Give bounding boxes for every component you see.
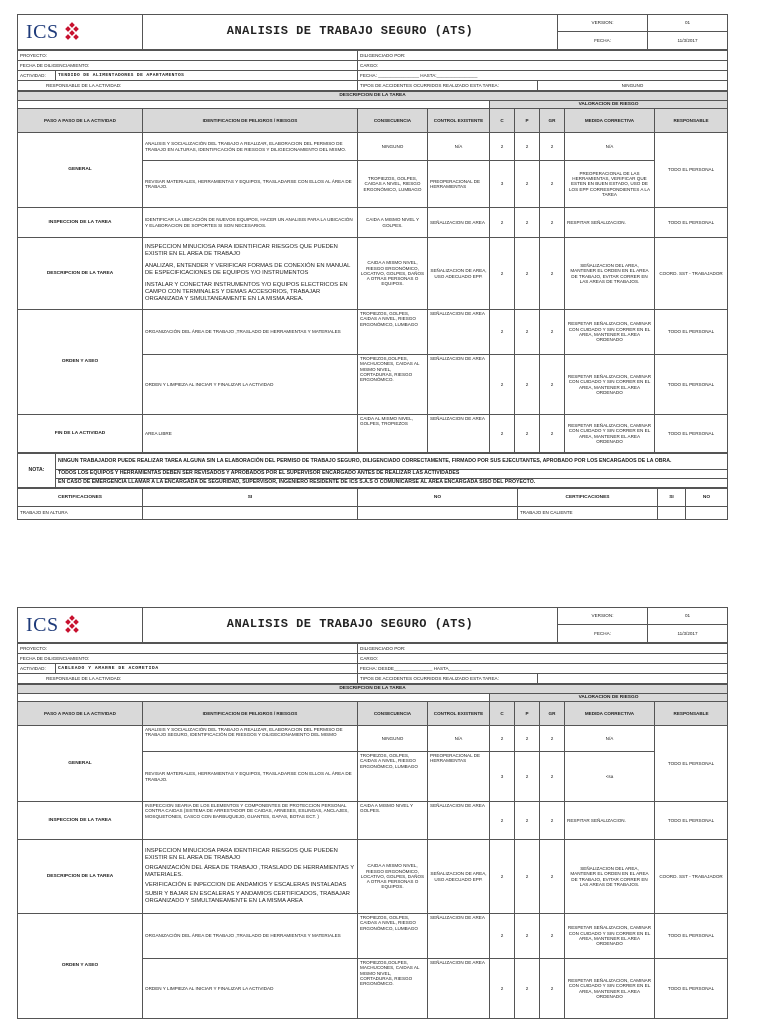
consequence-cell: TROPIEZOS, GOLPES, CAIDAS A NIVEL, RIESGO ERGONÓMICO, LUMBAGO (358, 752, 428, 802)
measure-cell: RESPITAR SEÑALIZACION. (565, 802, 655, 840)
p-cell: 2 (515, 959, 540, 1019)
ics-logo-diamond-icon (62, 615, 82, 635)
phase-inspeccion: INSPECCION DE LA TAREA (18, 208, 143, 238)
cert-altura-si[interactable] (143, 507, 358, 520)
ats-sheet-2 (17, 607, 727, 1019)
col-c: C (490, 109, 515, 133)
control-cell: SEÑALIZACION DE AREA (428, 802, 490, 840)
date-value: 11/3/2017 (648, 625, 728, 643)
cert-header-left: CERTIFICACIONES (18, 489, 143, 507)
consequence-cell: CAIDA A MISMO NIVEL Y GOLPES. (358, 802, 428, 840)
c-cell: 2 (490, 802, 515, 840)
gr-cell: 2 (540, 415, 565, 453)
col-c: C (490, 702, 515, 726)
p-cell: 2 (515, 726, 540, 752)
col-medida: MEDIDA CORRECTIVA (565, 109, 655, 133)
p-cell: 2 (515, 133, 540, 161)
date-label: FECHA: (558, 32, 648, 50)
cert-header-right: CERTIFICACIONES (518, 489, 658, 507)
valoracion-bar: VALORACION DE RIESGO (490, 100, 728, 109)
c-cell: 2 (490, 133, 515, 161)
control-cell: PREOPERACIONAL DE HERRAMIENTAS (428, 752, 490, 802)
phase-descripcion: DESCRIPCION DE LA TAREA (18, 840, 143, 914)
fecha-diligenciamiento-field[interactable]: FECHA DE DILIGENCIAMIENTO: (18, 654, 358, 664)
cargo-field[interactable]: CARGO: (358, 654, 728, 664)
version-value: 01 (648, 608, 728, 625)
hazard-line: INSPECCION MINUCIOSA PARA IDENTIFICAR RIESGOS QUE PUEDEN EXISTIR EN EL AREA DE TRABAJO (145, 244, 338, 258)
control-cell: SEÑALIZACION DE AREA (428, 310, 490, 355)
valoracion-bar: VALORACION DE RIESGO (490, 693, 728, 702)
proyecto-field[interactable]: PROYECTO: (18, 51, 358, 61)
actividad-label: ACTIVIDAD: (18, 664, 56, 674)
hazard-line: VERIFICACIÓN E INPECCION DE ANDAMIOS Y ESCALERAS INSTALADAS (145, 881, 347, 888)
col-control: CONTROL EXISTENTE (428, 702, 490, 726)
hazard-cell: ORDEN Y LIMPIEZA AL INICIAR Y FINALIZAR LA ACTIVIDAD (143, 959, 358, 1019)
tipos-accidentes-label: TIPOS DE ACCIDENTES OCURRIDOS REALIZADO ESTA TAREA: (358, 674, 538, 684)
col-identificacion: IDENTIFICACION DE PELIGROS / RIESGOS (143, 109, 358, 133)
c-cell: 2 (490, 914, 515, 959)
p-cell: 2 (515, 310, 540, 355)
c-cell: 2 (490, 208, 515, 238)
hazard-line: SUBIR Y BAJAR EN ESCALERAS Y ANDAMIOS CERTIFICADOS, TRABAJAR ORGANIZADO Y SIMULTANEAMENTE EN LA MISMA AREA (145, 891, 350, 905)
fecha-range-field[interactable]: FECHA: ________________ HASTA:________________ (358, 71, 728, 81)
gr-cell: 2 (540, 914, 565, 959)
control-cell: SEÑALIZACION DE AREA, USO ADECUADO EPP. (428, 840, 490, 914)
phase-fin: FIN DE LA ACTIVIDAD (18, 415, 143, 453)
ats-sheet-1 (17, 14, 727, 520)
table-row (18, 914, 728, 959)
hazard-cell: ORGANIZACIÓN DEL ÁREA DE TRABAJO ,TRASLADO DE HERRAMIENTAS Y MATERIALES (143, 914, 358, 959)
company-logo (20, 614, 140, 637)
c-cell: 2 (490, 840, 515, 914)
nota-line-1: NINGUN TRABAJADOR PUEDE REALIZAR TAREA ALGUNA SIN LA ELABORACIÓN DEL PERMISO DE TRABAJO SEGURO, DILIGENCIADO CORRECTAMENTE, FIRMADO POR SUS EJECUTANTES, APROBADO POR LOS ENCARGADOS DE LA OBRA. (56, 454, 728, 470)
hazard-cell: ANALISIS Y SOCIALIZACIÓN DEL TRABAJO A REALIZAR, ELABORACION DEL PERMISO DE TRABAJO SEGURO, IDENTIFICACIÓN DE RIESGOS Y DILIGECIONAMIENTO DEL MISMO (143, 726, 358, 752)
p-cell: 2 (515, 752, 540, 802)
hazard-cell: ORGANIZACIÓN DEL ÁREA DE TRABAJO ,TRASLADO DE HERRAMIENTAS Y MATERIALES (143, 310, 358, 355)
descripcion-bar: DESCRIPCION DE LA TAREA (18, 92, 728, 101)
cert-caliente-si[interactable] (658, 507, 686, 520)
col-medida: MEDIDA CORRECTIVA (565, 702, 655, 726)
control-cell: SEÑALIZACION DE AREA, USO ADECUADO EPP. (428, 238, 490, 310)
col-p: P (515, 702, 540, 726)
responsible-cell: TODO EL PERSONAL (655, 133, 728, 208)
control-cell: PREOPERACIONAL DE HERRAMIENTAS (428, 161, 490, 208)
measure-cell: RESPETAR SEÑALIZACION, CAMINAR CON CUIDADO Y SIN CORRER EN EL AREA, MANTENER EL AREA ORDENADO (565, 310, 655, 355)
table-row (18, 802, 728, 840)
col-responsable: RESPONSABLE (655, 702, 728, 726)
c-cell: 2 (490, 238, 515, 310)
logo-cell (18, 15, 143, 50)
ics-logo-diamond-icon (62, 22, 82, 42)
hazard-line: INSPECCION MINUCIOSA PARA IDENTIFICAR RIESGOS QUE PUEDEN EXISTIR EN EL AREA DE TRABAJO (145, 847, 338, 861)
document-title: ANALISIS DE TRABAJO SEGURO (ATS) (143, 15, 558, 50)
hazard-cell: REVISAR MATERIALES, HERRAMIENTAS Y EQUIPOS, TRASLADARSE CON ELLOS AL ÁREA DE TRABAJO. (143, 161, 358, 208)
measure-cell: PREOPERACIONAL DE LAS HERRAMIENTAS, VERIFICAR QUE ESTEN EN BUEN ESTADO, USO DE LOS EPP CORRESPONDIENTES A LA TAREA (565, 161, 655, 208)
c-cell: 2 (490, 959, 515, 1019)
responsable-field[interactable]: RESPONSABLE DE LA ACTIVIDAD: (18, 674, 358, 684)
sheet-header (17, 607, 728, 643)
responsable-field[interactable]: RESPONSABLE DE LA ACTIVIDAD: (18, 81, 358, 91)
measure-cell: <sa (565, 752, 655, 802)
gr-cell: 2 (540, 802, 565, 840)
control-cell: SEÑALIZACION DE AREA (428, 914, 490, 959)
actividad-value[interactable]: CABLEADO Y AMARRE DE ACOMETIDA (56, 664, 358, 674)
nota-label: NOTA: (18, 454, 56, 488)
measure-cell: SEÑALIZACION DEL AREA, MANTENER EL ORDEN EN EL AREA DE TRABAJO, EVITAR CORRER EN LAS AREAS DE TRABAJOS. (565, 840, 655, 914)
gr-cell: 2 (540, 752, 565, 802)
phase-descripcion: DESCRIPCION DE LA TAREA (18, 238, 143, 310)
info-block (17, 643, 728, 684)
hazard-cell: ANALISIS Y SOCIALIZACIÓN DEL TRABAJO A REALIZAR, ELABORACION DEL PERMISO DE TRABAJO EN ALTURAS, IDENTIFICACIÓN DE RIESGOS Y DILIGECIONAMIENTO DEL MISMO. (143, 133, 358, 161)
cert-altura-label: TRABAJO EN ALTURA (18, 507, 143, 520)
task-table (17, 684, 728, 1019)
hazard-cell (143, 840, 358, 914)
responsible-cell: TODO EL PERSONAL (655, 208, 728, 238)
col-identificacion: IDENTIFICACION DE PELIGROS / RIESGOS (143, 702, 358, 726)
p-cell: 2 (515, 914, 540, 959)
version-value: 01 (648, 15, 728, 32)
p-cell: 2 (515, 355, 540, 415)
column-header-row (18, 109, 728, 133)
version-label: VERSION: (558, 15, 648, 32)
cert-no-right: NO (686, 489, 728, 507)
cert-no-left: NO (358, 489, 518, 507)
responsible-cell: TODO EL PERSONAL (655, 802, 728, 840)
consequence-cell: NINGUNO (358, 133, 428, 161)
control-cell: SEÑALIZACION DE AREA (428, 415, 490, 453)
responsible-cell: COORD. SST - TRABAJADOR (655, 840, 728, 914)
measure-cell: RESPETAR SEÑALIZACION, CAMINAR CON CUIDADO Y SIN CORRER EN EL AREA, MANTENER EL AREA ORDENADO (565, 355, 655, 415)
consequence-cell: NINGUNO (358, 726, 428, 752)
sheet-header (17, 14, 728, 50)
phase-general: GENERAL (18, 726, 143, 802)
document-title: ANALISIS DE TRABAJO SEGURO (ATS) (143, 608, 558, 643)
c-cell: 2 (490, 310, 515, 355)
phase-orden: ORDEN Y ASEO (18, 310, 143, 415)
table-row (18, 238, 728, 310)
info-block (17, 50, 728, 91)
measure-cell: RESPITAR SEÑALIZACION. (565, 208, 655, 238)
responsible-cell: TODO EL PERSONAL (655, 415, 728, 453)
hazard-cell: ORDEN Y LIMPIEZA AL INICIAR Y FINALIZAR LA ACTIVIDAD (143, 355, 358, 415)
consequence-cell: CAIDA AL MISMO NIVEL, GOLPES, TROPIEZOS (358, 415, 428, 453)
date-label: FECHA: (558, 625, 648, 643)
control-cell: N/A (428, 726, 490, 752)
col-gr: GR (540, 702, 565, 726)
col-paso: PASO A PASO DE LA ACTIVIDAD (18, 109, 143, 133)
logo-text: ICS (26, 613, 59, 636)
col-p: P (515, 109, 540, 133)
diligenciado-field[interactable]: DILIGENCIADO POR: (358, 644, 728, 654)
p-cell: 2 (515, 208, 540, 238)
phase-orden: ORDEN Y ASEO (18, 914, 143, 1019)
cert-caliente-no[interactable] (686, 507, 728, 520)
version-label: VERSION: (558, 608, 648, 625)
hazard-cell: INSPECCION SEARIA DE LOS ELEMENTOS Y COMPONENTES DE PROTECCION PERSONAL CONTRA CAIDAS (SISTEMA DE ARRESTADOR DE CAIDAS, ARNESES, ESLINGAS, ANCLAJES, MOSQUETONES, CASCO CON BARBUQUEJO, GUANTES, GAFAS, BOTAS ECT. ) (143, 802, 358, 840)
hazard-cell (143, 238, 358, 310)
responsible-cell: TODO EL PERSONAL (655, 914, 728, 959)
gr-cell: 2 (540, 726, 565, 752)
control-cell: SEÑALIZACION DE AREA (428, 355, 490, 415)
date-value: 11/3/2017 (648, 32, 728, 50)
nota-block (17, 453, 728, 488)
nota-line-3: EN CASO DE EMERGENCIA LLAMAR A LA ENCARGADA DE SEGURIDAD, SUPERVISOR, INGENIERO RESIDENTE DE ICS S.A.S O COMUNICARSE AL AREA ENCARGADA SISO DEL PROYECTO. (56, 479, 728, 488)
consequence-cell: TROPIEZOS, GOLPES, CAIDAS A NIVEL, RIESGO ERGONÓMICO, LUMBAGO (358, 914, 428, 959)
c-cell: 3 (490, 161, 515, 208)
fecha-diligenciamiento-field[interactable]: FECHA DE DILIGENCIAMIENTO: (18, 61, 358, 71)
phase-general: GENERAL (18, 133, 143, 208)
p-cell: 2 (515, 802, 540, 840)
consequence-cell: CAIDA A MISMO NIVEL, RIESGO ERGONÓMICO, LOCATIVO, GOLPES, DAÑOS A OTRAS PERSONAS O EQUIPOS. (358, 840, 428, 914)
gr-cell: 2 (540, 133, 565, 161)
hazard-cell: IDENTIFICAR LA UBICACIÓN DE NUEVOS EQUIPOS, HACER UN ANALISIS PARA LA UBICACIÓN Y ELABORACION DE SOPORTES SI SON NECESARIOS. (143, 208, 358, 238)
col-responsable: RESPONSABLE (655, 109, 728, 133)
responsible-cell: COORD. SST - TRABAJADOR (655, 238, 728, 310)
responsible-cell: TODO EL PERSONAL (655, 959, 728, 1019)
table-row (18, 726, 728, 752)
measure-cell: RESPETAR SEÑALIZACION, CAMINAR CON CUIDADO Y SIN CORRER EN EL AREA, MANTENER EL AREA ORDENADO (565, 914, 655, 959)
gr-cell: 2 (540, 310, 565, 355)
logo-text: ICS (26, 20, 59, 43)
task-table (17, 91, 728, 453)
cargo-field[interactable]: CARGO: (358, 61, 728, 71)
gr-cell: 2 (540, 355, 565, 415)
certificaciones-block (17, 488, 728, 520)
control-cell: SEÑALIZACION DE AREA (428, 959, 490, 1019)
consequence-cell: TROPIEZOS,GOLPES, MACHUCONES, CAIDAS AL MISMO NIVEL, CORTADURAS, RIESGO ERGONÓMICO. (358, 959, 428, 1019)
col-consecuencia: CONSECUENCIA (358, 109, 428, 133)
tipos-accidentes-value[interactable]: NINGUNO (538, 81, 728, 91)
tipos-accidentes-label: TIPOS DE ACCIDENTES OCURRIDOS REALIZADO ESTA TAREA: (358, 81, 538, 91)
descripcion-bar: DESCRIPCION DE LA TAREA (18, 685, 728, 694)
p-cell: 2 (515, 161, 540, 208)
table-row (18, 208, 728, 238)
responsible-cell: TODO EL PERSONAL (655, 726, 728, 802)
p-cell: 2 (515, 238, 540, 310)
responsible-cell: TODO EL PERSONAL (655, 310, 728, 355)
p-cell: 2 (515, 415, 540, 453)
col-control: CONTROL EXISTENTE (428, 109, 490, 133)
table-row (18, 840, 728, 914)
measure-cell: RESPETAR SEÑALIZACION, CAMINAR CON CUIDADO Y SIN CORRER EN EL AREA, MANTENER EL AREA ORDENADO (565, 415, 655, 453)
phase-inspeccion: INSPECCION DE LA TAREA (18, 802, 143, 840)
hazard-cell: AREA LIBRE (143, 415, 358, 453)
measure-cell: SEÑALIZACION DEL AREA, MANTENER EL ORDEN EN EL AREA DE TRABAJO, EVITAR CORRER EN LAS AREAS DE TRABAJOS. (565, 238, 655, 310)
column-header-row (18, 702, 728, 726)
hazard-line: ANALIZAR, ENTENDER Y VERIFICAR FORMAS DE CONEXIÓN EN MANUAL DE ESPECIFICACIONES DE EQUIPOS Y/O INSTRUMENTOS (145, 263, 351, 277)
table-row (18, 415, 728, 453)
gr-cell: 2 (540, 840, 565, 914)
table-row (18, 310, 728, 355)
nota-line-2: TODOS LOS EQUIPOS Y HERRAMIENTAS DEBEN SER REVISADOS Y APROBADOS POR EL SUPERVISOR ENCARGADO ANTES DE REALIZAR LAS ACTIVIDADES (56, 470, 728, 479)
gr-cell: 2 (540, 161, 565, 208)
c-cell: 3 (490, 752, 515, 802)
col-paso: PASO A PASO DE LA ACTIVIDAD (18, 702, 143, 726)
measure-cell: N/A (565, 133, 655, 161)
cert-si-left: SI (143, 489, 358, 507)
consequence-cell: TROPIEZOS, GOLPES, CAIDAS A NIVEL, RIESGO ERGONÓMICO, LUMBAGO (358, 161, 428, 208)
hazard-cell: REVISAR MATERIALES, HERRAMIENTAS Y EQUIPOS, TRASLADARSE CON ELLOS AL ÁREA DE TRABAJO. (143, 752, 358, 802)
company-logo (20, 21, 140, 44)
fecha-range-field[interactable]: FECHA: DESDE_______________ HASTA_________ (358, 664, 728, 674)
cert-caliente-label: TRABAJO EN CALIENTE (518, 507, 658, 520)
actividad-label: ACTIVIDAD: (18, 71, 56, 81)
c-cell: 2 (490, 355, 515, 415)
gr-cell: 2 (540, 238, 565, 310)
control-cell: SEÑALIZACION DE AREA (428, 208, 490, 238)
consequence-cell: TROPIEZOS,GOLPES, MACHUCONES, CAIDAS AL MISMO NIVEL, CORTADURAS, RIESGO ERGONÓMICO. (358, 355, 428, 415)
hazard-line: INSTALAR Y CONECTAR INSTRUMENTOS Y/O EQUIPOS ELECTRICOS EN CAMPO CON TERMINALES Y DEMAS ACCESORIOS, TRABAJAR ORGANIZADA Y SIMULTANEAMENTE EN LA MISMA AREA. (145, 282, 348, 302)
actividad-value[interactable]: TENDIDO DE ALIMENTADORES DE APARTAMENTOS (56, 71, 358, 81)
logo-cell (18, 608, 143, 643)
tipos-accidentes-value[interactable] (538, 674, 728, 684)
measure-cell: N/A (565, 726, 655, 752)
diligenciado-field[interactable]: DILIGENCIADO POR: (358, 51, 728, 61)
cert-altura-no[interactable] (358, 507, 518, 520)
col-gr: GR (540, 109, 565, 133)
p-cell: 2 (515, 840, 540, 914)
cert-si-right: SI (658, 489, 686, 507)
proyecto-field[interactable]: PROYECTO: (18, 644, 358, 654)
table-row (18, 133, 728, 161)
c-cell: 2 (490, 415, 515, 453)
gr-cell: 2 (540, 959, 565, 1019)
gr-cell: 2 (540, 208, 565, 238)
control-cell: N/A (428, 133, 490, 161)
col-consecuencia: CONSECUENCIA (358, 702, 428, 726)
responsible-cell: TODO EL PERSONAL (655, 355, 728, 415)
measure-cell: RESPETAR SEÑALIZACION, CAMINAR CON CUIDADO Y SIN CORRER EN EL AREA, MANTENER EL AREA ORDENADO (565, 959, 655, 1019)
consequence-cell: CAIDA A MISMO NIVEL, RIESGO ERGONÓMICO, LOCATIVO, GOLPES, DAÑOS A OTRAS PERSONAS O EQUIPOS. (358, 238, 428, 310)
hazard-line: ORGANIZACIÓN DEL ÁREA DE TRABAJO ,TRASLADO DE HERRAMIENTAS Y MATERIALES. (145, 864, 355, 878)
consequence-cell: TROPIEZOS, GOLPES, CAIDAS A NIVEL, RIESGO ERGONÓMICO, LUMBAGO (358, 310, 428, 355)
c-cell: 2 (490, 726, 515, 752)
consequence-cell: CAIDA A MISMO NIVEL Y GOLPES. (358, 208, 428, 238)
